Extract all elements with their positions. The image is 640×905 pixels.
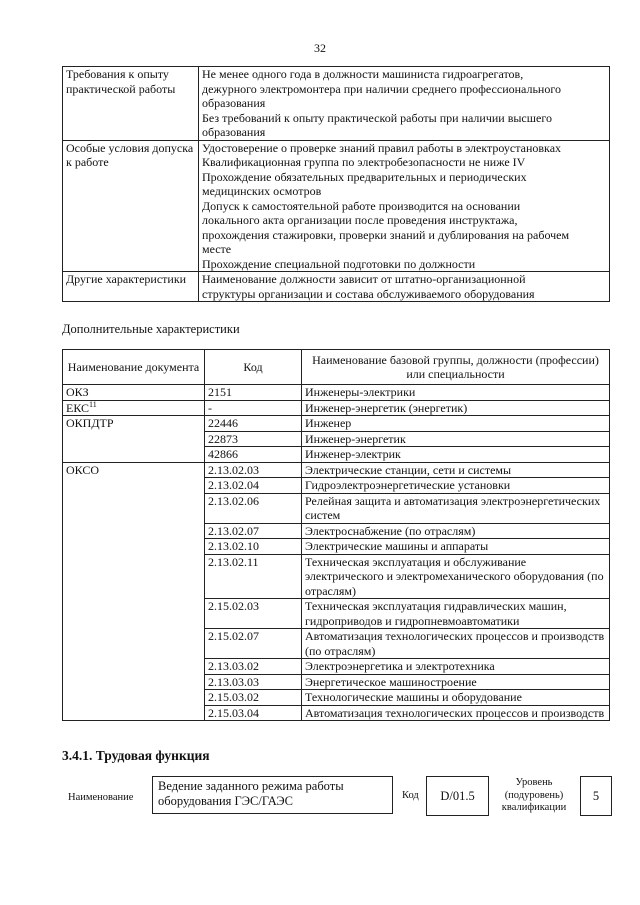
requirement-value [199, 140, 610, 272]
requirement-line: Не менее одного года в должности машиниста гидроагрегатов, [202, 67, 524, 81]
requirement-value [199, 67, 610, 141]
code-cell: 42866 [205, 447, 302, 463]
requirement-line: Удостоверение о проверке знаний правил работы в электроустановках [202, 140, 562, 155]
code-cell: 2.13.02.10 [205, 539, 302, 555]
document-name-text: ОКЗ [66, 385, 89, 399]
document-name [63, 416, 205, 463]
additional-characteristics-title: Дополнительные характеристики [62, 322, 240, 336]
code-cell: 2.13.03.02 [205, 659, 302, 675]
function-name-value: Ведение заданного режима работы оборудования ГЭС/ГАЭС [152, 776, 393, 814]
requirement-line: месте [202, 242, 232, 256]
header-code: Код [205, 350, 302, 385]
requirement-line: Квалификационная группа по электробезопасности не ниже IV [202, 155, 526, 169]
document-name-text: ОКСО [66, 462, 100, 477]
code-cell: 2.13.02.11 [205, 554, 302, 599]
group-name-cell: Инженеры-электрики [302, 385, 610, 401]
group-name-cell: Электрические машины и аппараты [302, 539, 610, 555]
group-name-cell: Инженер-электрик [302, 447, 610, 463]
function-name-label: Наименование [68, 792, 134, 803]
code-cell: 2.13.02.04 [205, 478, 302, 494]
code-cell: 22873 [205, 431, 302, 447]
code-cell: 2.15.02.03 [205, 599, 302, 629]
requirement-row [63, 67, 610, 141]
labor-function-title: 3.4.1. Трудовая функция [62, 748, 210, 763]
code-cell: 2.15.03.04 [205, 705, 302, 721]
requirement-line: Прохождение обязательных предварительных и периодических [202, 169, 527, 184]
header-document: Наименование документа [63, 350, 205, 385]
group-name-cell: Электроэнергетика и электротехника [302, 659, 610, 675]
group-name-cell: Автоматизация технологических процессов и производств (по отраслям) [302, 629, 610, 659]
group-name-cell: Релейная защита и автоматизация электроэнергетических систем [302, 493, 610, 523]
requirement-line: дежурного электромонтера при наличии среднего профессионального [202, 81, 561, 96]
group-name-cell: Автоматизация технологических процессов и производств [302, 705, 610, 721]
document-name-text: ОКПДТР [66, 416, 114, 430]
code-cell: - [205, 400, 302, 416]
group-name-cell: Инженер [302, 416, 610, 432]
table-row [63, 462, 610, 478]
document-name-text: ЕКС [66, 400, 90, 415]
requirement-line: Допуск к самостоятельной работе производится на основании [202, 198, 521, 213]
group-name-cell: Электрические станции, сети и системы [302, 462, 610, 478]
requirement-row [63, 140, 610, 272]
code-cell: 2.15.03.02 [205, 690, 302, 706]
group-name-cell: Энергетическое машиностроение [302, 674, 610, 690]
document-name [63, 400, 205, 416]
document-name [63, 385, 205, 401]
requirement-row [63, 272, 610, 302]
group-name-cell: Технологические машины и оборудование [302, 690, 610, 706]
requirement-label: Другие характеристики [63, 272, 199, 302]
requirement-line: образования [202, 96, 266, 110]
footnote-marker: 11 [89, 399, 97, 409]
code-cell: 2.13.02.03 [205, 462, 302, 478]
requirements-table [62, 66, 610, 302]
code-cell: 2.15.02.07 [205, 629, 302, 659]
additional-characteristics-table [62, 349, 610, 721]
group-name-cell: Техническая эксплуатация и обслуживание электрического и электромеханического оборудования (по отраслям) [302, 554, 610, 599]
code-cell: 22446 [205, 416, 302, 432]
group-name-cell: Инженер-энергетик [302, 431, 610, 447]
document-name [63, 462, 205, 721]
page-number: 32 [314, 41, 326, 55]
group-name-cell: Гидроэлектроэнергетические установки [302, 478, 610, 494]
table-row [63, 400, 610, 416]
table-header-row [63, 350, 610, 385]
requirement-label: Особые условия допуска к работе [63, 140, 199, 272]
group-name-cell: Техническая эксплуатация гидравлических машин, гидроприводов и гидропневмоавтоматики [302, 599, 610, 629]
code-cell: 2.13.02.07 [205, 523, 302, 539]
group-name-cell: Электроснабжение (по отраслям) [302, 523, 610, 539]
function-code-value: D/01.5 [426, 776, 489, 816]
requirement-label: Требования к опыту практической работы [63, 67, 199, 141]
requirement-value [199, 272, 610, 302]
code-cell: 2.13.03.03 [205, 674, 302, 690]
requirement-line: Без требований к опыту практической работы при наличии высшего [202, 110, 552, 125]
code-cell: 2151 [205, 385, 302, 401]
requirement-line: образования [202, 125, 266, 139]
qualification-level-value: 5 [580, 776, 612, 816]
requirement-line: структуры организации и состава обслуживаемого оборудования [202, 286, 535, 301]
requirement-line: Наименование должности зависит от штатно-организационной [202, 272, 526, 286]
function-code-label: Код [402, 790, 419, 801]
requirement-line: Прохождение специальной подготовки по должности [202, 256, 476, 271]
group-name-cell: Инженер-энергетик (энергетик) [302, 400, 610, 416]
table-row [63, 385, 610, 401]
header-group: Наименование базовой группы, должности (профессии) или специальности [302, 350, 610, 385]
requirement-line: прохождения стажировки, проверки знаний и дублирования на рабочем [202, 227, 570, 242]
qualification-level-label: Уровень (подуровень) квалификации [501, 777, 567, 813]
requirement-line: локального акта организации после проведения инструктажа, [202, 213, 518, 227]
table-row [63, 416, 610, 432]
code-cell: 2.13.02.06 [205, 493, 302, 523]
requirement-line: медицинских осмотров [202, 184, 322, 198]
